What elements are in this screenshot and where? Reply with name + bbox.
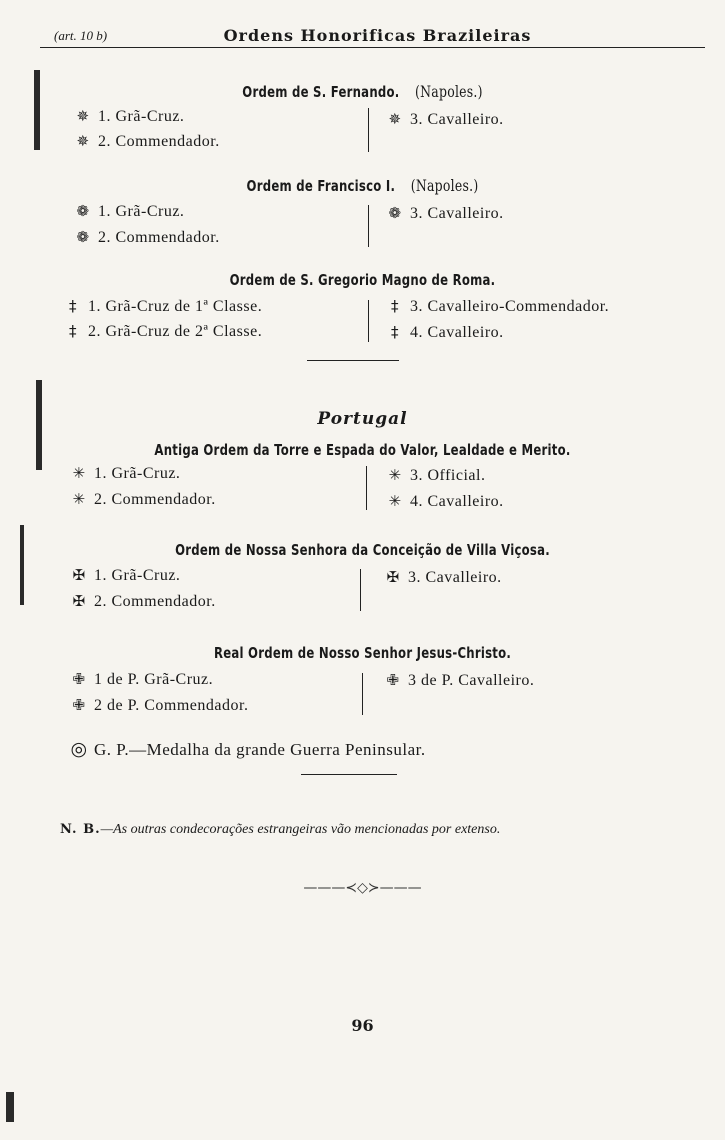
scan-edge-mark (20, 525, 24, 605)
item-number: 4. (410, 324, 423, 341)
item-text: Grã-Cruz. (144, 671, 214, 688)
list-item (68, 592, 216, 611)
order-title (80, 82, 646, 101)
list-item (384, 323, 504, 342)
order-title-suffix: (Napoles.) (410, 176, 479, 195)
cross-pattee-icon: ✠ (72, 592, 86, 610)
item-text: Commendador. (115, 133, 220, 150)
item-text: Grã-Cruz. (115, 108, 185, 125)
list-item (72, 132, 220, 151)
list-item (68, 696, 248, 715)
item-number: 3 de P. (408, 672, 454, 689)
eight-point-star-icon: ✵ (388, 110, 402, 128)
footnote (60, 822, 500, 838)
list-item (384, 110, 504, 129)
item-text: Grã-Cruz. (111, 567, 181, 584)
item-number: 1. (94, 567, 107, 584)
double-cross-icon: ‡ (69, 322, 77, 340)
column-divider (366, 466, 367, 510)
item-text: Cavalleiro. (427, 205, 504, 222)
list-item (68, 566, 180, 585)
double-cross-icon: ‡ (391, 323, 399, 341)
list-item (72, 228, 220, 247)
rosette-icon: ❁ (388, 204, 402, 222)
list-item (72, 202, 184, 221)
column-divider (368, 300, 369, 342)
item-text: Cavalleiro. (425, 569, 502, 586)
star-burst-icon: ✳ (72, 464, 86, 482)
list-item (382, 568, 502, 587)
list-item (382, 671, 534, 690)
item-number: 2. (98, 133, 111, 150)
list-item (384, 492, 504, 511)
order-title-suffix: (Napoles.) (415, 82, 483, 101)
item-text: Commendador. (144, 697, 249, 714)
list-item (384, 297, 609, 316)
order-title-text: Ordem de S. Fernando. (242, 83, 400, 101)
item-text: Official. (427, 467, 486, 484)
item-number: 2. (94, 593, 107, 610)
item-number: 1. (98, 108, 111, 125)
christ-cross-icon: ✙ (72, 670, 86, 688)
item-text: Commendador. (115, 229, 220, 246)
rosette-icon: ❁ (76, 202, 90, 220)
item-text: Cavalleiro. (427, 493, 504, 510)
section-rule (301, 774, 397, 775)
item-number: 3. (410, 205, 423, 222)
header-rule (40, 47, 705, 48)
section-rule (307, 360, 399, 361)
item-number: 1. (98, 203, 111, 220)
list-item (384, 466, 485, 485)
item-number: 1 de P. (94, 671, 140, 688)
item-number: 2 de P. (94, 697, 140, 714)
cross-pattee-icon: ✠ (72, 566, 86, 584)
list-item (62, 322, 262, 341)
list-item (68, 670, 213, 689)
target-circle-icon: ◎ (70, 738, 88, 760)
item-number: 3. (410, 111, 423, 128)
item-text: Grã-Cruz de 1ª Classe. (105, 298, 263, 315)
medal-entry (68, 738, 426, 760)
country-heading: Portugal (317, 409, 408, 429)
item-text: Cavalleiro-Commendador. (427, 298, 610, 315)
item-number: 4. (410, 493, 423, 510)
item-text: Grã-Cruz. (111, 465, 181, 482)
item-number: 2. (94, 491, 107, 508)
item-text: Grã-Cruz. (115, 203, 185, 220)
footnote-text: —As outras condecorações estrangeiras vão mencionadas por extenso. (100, 822, 501, 837)
ornament-divider: ———≺◇≻——— (303, 880, 422, 896)
list-item (68, 464, 180, 483)
double-cross-icon: ‡ (391, 297, 399, 315)
medal-text: G. P.—Medalha da grande Guerra Peninsular. (94, 740, 426, 759)
item-number: 2. (88, 323, 101, 340)
cross-pattee-icon: ✠ (386, 568, 400, 586)
column-divider (368, 205, 369, 247)
order-title: Real Ordem de Nosso Senhor Jesus-Christo. (213, 644, 512, 662)
christ-cross-icon: ✙ (386, 671, 400, 689)
header-title: Ordens Honorificas Brazileiras (223, 26, 532, 45)
running-header (40, 26, 715, 48)
item-number: 1. (94, 465, 107, 482)
item-number: 3. (408, 569, 421, 586)
rosette-icon: ❁ (76, 228, 90, 246)
column-divider (362, 673, 363, 715)
christ-cross-icon: ✙ (72, 696, 86, 714)
eight-point-star-icon: ✵ (76, 132, 90, 150)
item-text: Commendador. (111, 593, 216, 610)
order-title: Ordem de S. Gregorio Magno de Roma. (229, 271, 496, 289)
column-divider (360, 569, 361, 611)
star-burst-icon: ✳ (72, 490, 86, 508)
item-text: Cavalleiro. (427, 111, 504, 128)
order-title (80, 176, 646, 195)
item-number: 3. (410, 298, 423, 315)
page-number: 96 (351, 1016, 374, 1035)
list-item (68, 490, 216, 509)
article-reference: (art. 10 b) (54, 28, 108, 43)
eight-point-star-icon: ✵ (76, 107, 90, 125)
list-item (72, 107, 184, 126)
list-item (62, 297, 262, 316)
scan-edge-mark (34, 70, 40, 150)
item-text: Cavalleiro. (458, 672, 535, 689)
item-text: Cavalleiro. (427, 324, 504, 341)
item-number: 2. (98, 229, 111, 246)
list-item (384, 204, 504, 223)
double-cross-icon: ‡ (69, 297, 77, 315)
order-title-text: Ordem de Francisco I. (246, 177, 396, 195)
scan-edge-mark (6, 1092, 14, 1122)
item-text: Grã-Cruz de 2ª Classe. (105, 323, 263, 340)
order-title: Antiga Ordem da Torre e Espada do Valor, Lealdade e Merito. (154, 441, 571, 459)
star-burst-icon: ✳ (388, 466, 402, 484)
item-number: 1. (88, 298, 101, 315)
item-text: Commendador. (111, 491, 216, 508)
column-divider (368, 108, 369, 152)
footnote-label: N. B. (60, 822, 101, 837)
order-title: Ordem de Nossa Senhora da Conceição de Villa Viçosa. (175, 541, 550, 559)
item-number: 3. (410, 467, 423, 484)
star-burst-icon: ✳ (388, 492, 402, 510)
